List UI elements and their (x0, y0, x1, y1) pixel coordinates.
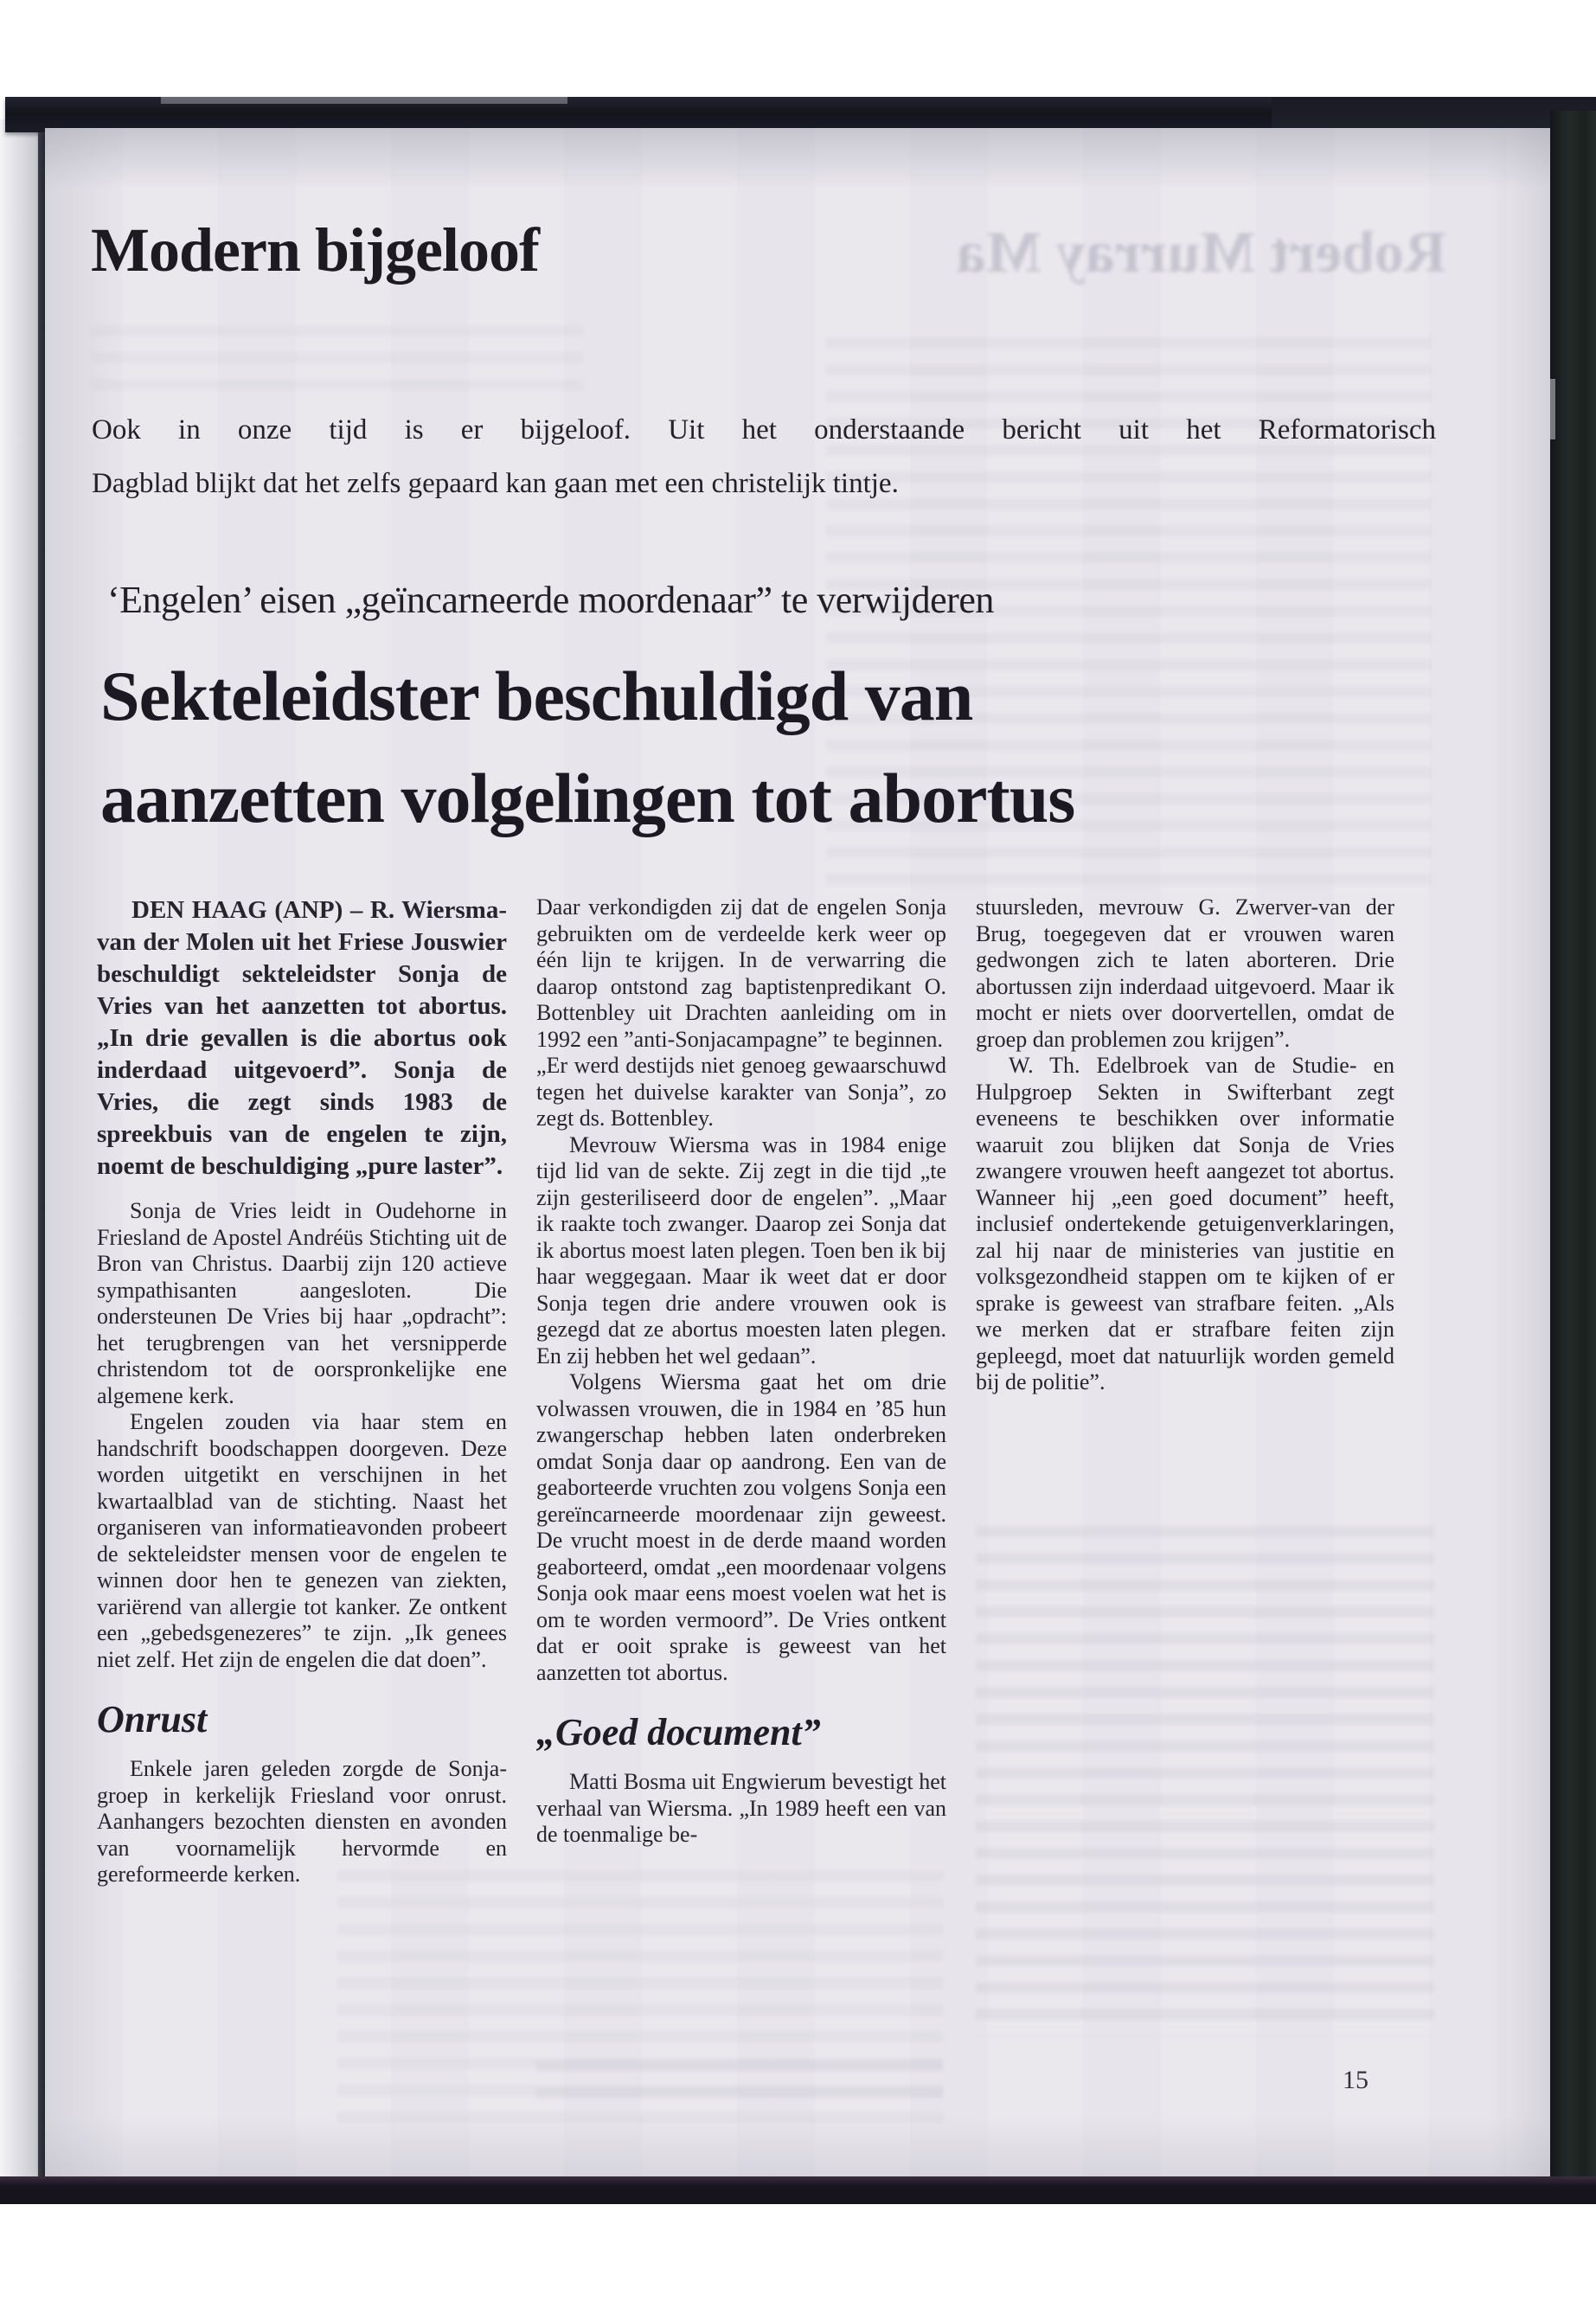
paragraph: Mevrouw Wiersma was in 1984 enige tijd lid van de sekte. Zij zegt in die tijd „te zijn gesteriliseerd door de engelen”. „Maar ik raakte toch zwanger. Daarop zei Sonja dat ik abortus moest laten plegen. Toen ben ik bij haar weggegaan. Maar ik weet dat er door Sonja tegen drie andere vrouwen ook is gezegd dat ze abortus moesten laten plegen. En zij hebben het wel gedaan”. (536, 1131, 946, 1368)
bleed-through-text-block (90, 325, 583, 400)
paragraph: Matti Bosma uit Engwierum bevestigt het verhaal van Wiersma. „In 1989 heeft een van de toenmalige be- (536, 1769, 946, 1847)
paragraph: Enkele jaren geleden zorgde de Sonja-groep in kerkelijk Friesland voor onrust. Aanhangers bezochten diensten en avonden van voornamelijk hervormde en gereformeerde kerken. (97, 1756, 507, 1887)
book-cover-bottom-edge (0, 2176, 1596, 2204)
paragraph: „Er werd destijds niet genoeg gewaarschuwd tegen het duivelse karakter van Sonja”, zo zegt ds. Bottenbley. (536, 1053, 946, 1131)
article-kicker: ‘Engelen’ eisen „geïncarneerde moordenaar” te verwijderen (107, 579, 994, 621)
subhead-goed-document: „Goed document” (536, 1711, 821, 1753)
bleed-through-headline: Robert Murray Ma (956, 219, 1446, 285)
subhead-onrust: Onrust (97, 1698, 208, 1740)
paragraph: Sonja de Vries leidt in Oudehorne in Friesland de Apostel Andréüs Stichting uit de Bron van Christus. Daarbij zijn 120 actieve sympathisanten aangesloten. Die ondersteunen De Vries bij haar „opdracht”: het terugbrengen van het versnipperde christendom tot de oorspronkelijke ene algemene kerk. (97, 1198, 507, 1408)
intro-line-2: Dagblad blijkt dat het zelfs gepaard kan gaan met een christelijk tintje. (92, 468, 899, 499)
page-number: 15 (1343, 2066, 1368, 2094)
article-column-3 (976, 894, 1394, 1396)
intro-paragraph (92, 403, 1436, 510)
magazine-page (45, 128, 1550, 2176)
lead-paragraph: DEN HAAG (ANP) – R. Wiersma-van der Molen uit het Friese Jouswier beschuldigt sekteleidster Sonja de Vries van het aanzetten tot abortus. „In drie gevallen is die abortus ook inderdaad uitgevoerd”. Sonja de Vries, die zegt sinds 1983 de spreekbuis van de engelen te zijn, noemt de beschuldiging „pure laster”. (97, 896, 507, 1180)
book-cover-right-edge (1550, 111, 1596, 2204)
scan-left-margin (0, 119, 40, 2202)
bleed-through-text-block (536, 2061, 943, 2114)
paragraph: stuursleden, mevrouw G. Zwerver-van der Brug, toegegeven dat er vrouwen waren gedwongen zich te laten aborteren. Drie abortussen zijn inderdaad uitgevoerd. Maar ik mocht er niets over doorvertellen, omdat de groep dan problemen zou krijgen”. (976, 894, 1394, 1052)
paragraph: Daar verkondigden zij dat de engelen Sonja gebruikten om de verdeelde kerk weer op één lijn te krijgen. In de verwarring die daarop ontstond zag baptistenpredikant O. Bottenbley uit Drachten aanleiding om in 1992 een ”anti-Sonjacampagne” te beginnen. (536, 894, 946, 1052)
paragraph: Engelen zouden via haar stem en handschrift boodschappen doorgeven. Deze worden uitgetikt en verschijnen in het kwartaalblad van de stichting. Naast het organiseren van informatieavonden probeert de sekteleidster mensen voor de engelen te winnen door hen te genezen van ziekten, variërend van allergie tot kanker. Ze ontkent een „gebedsgenezeres” te zijn. „Ik genees niet zelf. Het zijn de engelen die dat doen”. (97, 1409, 507, 1672)
bleed-through-text-block (976, 1526, 1434, 2036)
paragraph: Volgens Wiersma gaat het om drie volwassen vrouwen, die in 1984 en ’85 hun zwangerschap hebben laten onderbreken omdat Sonja daar op aandrong. Een van de geaborteerde vruchten zou volgens Sonja een gereïncarneerde moordenaar zijn geweest. De vrucht moest in de derde maand worden geaborteerd, omdat „een moordenaar volgens Sonja ook maar eens moest voelen wat het is om te worden vermoord”. De Vries ontkent dat er ooit sprake is geweest van het aanzetten tot abortus. (536, 1369, 946, 1685)
article-column-2 (536, 894, 946, 1849)
headline-line-1: Sekteleidster beschuldigd van (100, 657, 973, 735)
paragraph: W. Th. Edelbroek van de Studie- en Hulpgroep Sekten in Swifterbant zegt eveneens te beschikken over informatie waaruit zou blijken dat Sonja de Vries zwangere vrouwen heeft aangezet tot abortus. Wanneer hij „een goed document” heeft, inclusief ondertekende getuigenverklaringen, zal hij naar de ministeries van justitie en volksgezondheid stappen om te kijken of er sprake is geweest van strafbare feiten. „Als we merken dat er strafbare feiten zijn gepleegd, moet dat natuurlijk worden gemeld bij de politie”. (976, 1053, 1394, 1394)
intro-line-1: Ook in onze tijd is er bijgeloof. Uit het onderstaande bericht uit het Reformatorisch (92, 414, 1436, 445)
page-title: Modern bijgeloof (91, 215, 539, 285)
article-headline (100, 645, 1467, 849)
headline-line-2: aanzetten volgelingen tot abortus (100, 759, 1075, 837)
article-column-1 (97, 894, 507, 1888)
